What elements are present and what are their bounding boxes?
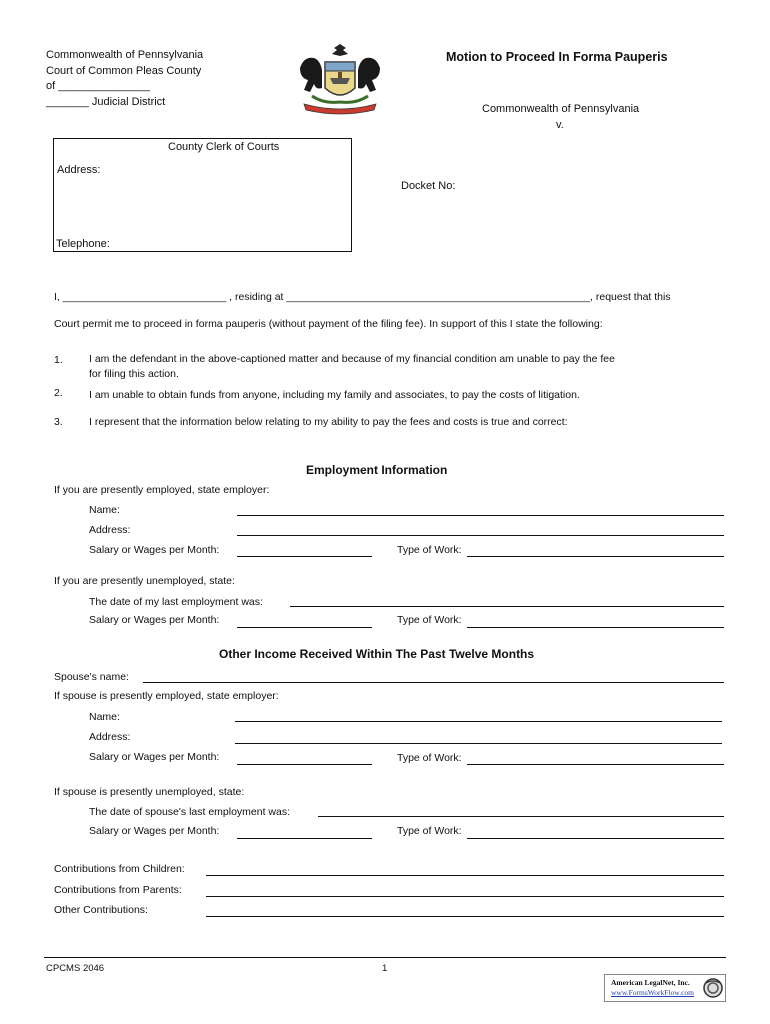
employer-address-label: Address: [89,524,131,536]
type-of-work-label: Type of Work: [397,544,462,556]
type-of-work-field[interactable] [467,556,724,557]
globe-icon [703,977,723,999]
item-number: 2. [54,387,63,399]
other-income-heading: Other Income Received Within The Past Twelve Months [219,647,535,661]
spouse-salary-field-2[interactable] [237,838,372,839]
page-number: 1 [382,963,388,974]
court-header [46,48,203,110]
spouse-unemployed-prompt: If spouse is presently unemployed, state: [54,786,245,798]
salary-label-2: Salary or Wages per Month: [89,614,220,626]
footer-divider [44,957,726,958]
form-code: CPCMS 2046 [46,963,105,974]
spouse-last-employment-label: The date of spouse's last employment was: [89,806,291,818]
spouse-employed-prompt: If spouse is presently employed, state employer: [54,690,279,702]
intro-line-2: Court permit me to proceed in forma pauperis (without payment of the filing fee). In support of this I state the following: [54,318,603,330]
spouse-employer-address-label: Address: [89,731,131,743]
employed-prompt: If you are presently employed, state employer: [54,484,270,496]
spouse-type-of-work-label: Type of Work: [397,752,462,764]
salary-label: Salary or Wages per Month: [89,544,220,556]
employer-address-field[interactable] [237,535,724,536]
spouse-employer-address-field[interactable] [235,743,722,744]
type-of-work-field-2[interactable] [467,627,724,628]
other-contributions-label: Other Contributions: [54,904,148,916]
clerk-telephone-label: Telephone: [56,238,110,250]
spouse-name-label: Spouse's name: [54,671,129,683]
caption-versus: v. [556,119,564,131]
item-text: I am the defendant in the above-captioned matter and because of my financial condition am unable to pay the fee for filing this action. [89,353,615,380]
court-line: Court of Common Pleas County [46,64,202,77]
parents-contributions-label: Contributions from Parents: [54,884,182,896]
other-contributions-field[interactable] [206,916,724,917]
spouse-name-field[interactable] [143,682,724,683]
court-line: Commonwealth of Pennsylvania [46,49,204,61]
clerk-box [53,138,352,252]
employer-name-label: Name: [89,504,120,516]
spouse-type-of-work-field[interactable] [467,764,724,765]
docket-label: Docket No: [401,180,456,192]
salary-field-2[interactable] [237,627,372,628]
type-of-work-label-2: Type of Work: [397,614,462,626]
publisher-logo [604,974,726,1002]
spouse-type-of-work-label-2: Type of Work: [397,825,462,837]
clerk-box-title: County Clerk of Courts [168,141,280,153]
publisher-name: American LegalNet, Inc. [611,978,690,987]
last-employment-field[interactable] [290,606,724,607]
clerk-address-label: Address: [57,164,101,176]
spouse-last-employment-field[interactable] [318,816,724,817]
children-contributions-label: Contributions from Children: [54,863,185,875]
court-line: of _______________ [46,80,150,92]
spouse-employer-name-field[interactable] [235,721,722,722]
spouse-salary-label-2: Salary or Wages per Month: [89,825,220,837]
court-line: _______ Judicial District [46,95,166,108]
children-contributions-field[interactable] [206,875,724,876]
caption-party: Commonwealth of Pennsylvania [482,103,640,115]
item-text: I am unable to obtain funds from anyone, including my family and associates, to pay the costs of litigation. [89,389,580,401]
unemployed-prompt: If you are presently unemployed, state: [54,575,235,587]
form-title: Motion to Proceed In Forma Pauperis [446,50,668,64]
last-employment-label: The date of my last employment was: [89,596,263,608]
pennsylvania-coat-of-arms-icon [294,44,386,116]
parents-contributions-field[interactable] [206,896,724,897]
intro-line-1: I, ____________________________ , residing at ____________________________________________________, request that this [54,291,671,303]
employer-name-field[interactable] [237,515,724,516]
publisher-url[interactable]: www.FormsWorkFlow.com [611,988,695,997]
spouse-employer-name-label: Name: [89,711,120,723]
spouse-salary-label: Salary or Wages per Month: [89,751,220,763]
item-number: 3. [54,416,63,428]
employment-heading: Employment Information [306,463,448,477]
item-number: 1. [54,354,63,366]
spouse-type-of-work-field-2[interactable] [467,838,724,839]
spouse-salary-field[interactable] [237,764,372,765]
item-text: I represent that the information below relating to my ability to pay the fees and costs is true and correct: [89,416,568,428]
salary-field[interactable] [237,556,372,557]
